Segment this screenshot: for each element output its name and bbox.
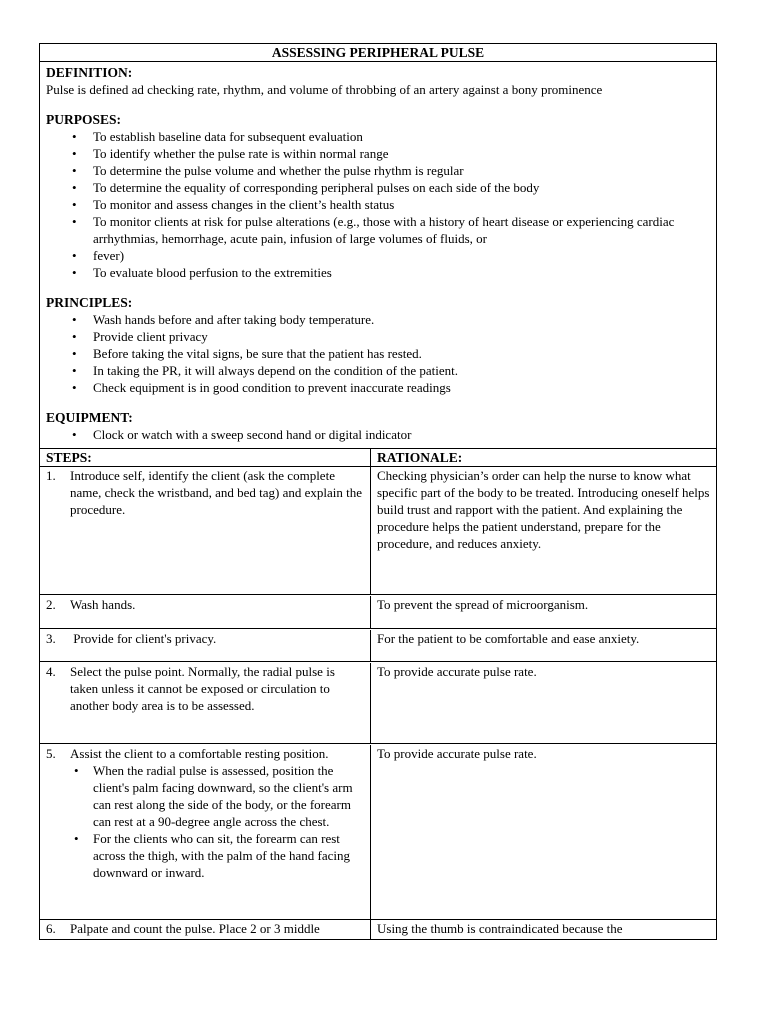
- rationale-text: To prevent the spread of microorganism.: [377, 597, 589, 612]
- definition-heading: DEFINITION:: [46, 65, 133, 80]
- step-number: 6.: [46, 921, 56, 936]
- steps-table-header: [40, 448, 716, 467]
- principles-heading: PRINCIPLES:: [46, 295, 133, 310]
- rationale-text: To provide accurate pulse rate.: [377, 664, 537, 679]
- table-row: [40, 744, 716, 920]
- step-text: Palpate and count the pulse. Place 2 or 3 middle: [70, 921, 320, 936]
- purpose-item: • To monitor and assess changes in the client’s health status: [46, 196, 710, 213]
- purpose-item: • To establish baseline data for subsequent evaluation: [46, 128, 710, 145]
- purpose-item: • To evaluate blood perfusion to the extremities: [46, 264, 710, 281]
- rationale-text: To provide accurate pulse rate.: [377, 746, 537, 761]
- step-number: 4.: [46, 664, 56, 679]
- principles-list: [46, 311, 710, 396]
- step-text: Assist the client to a comfortable resting position.: [70, 746, 329, 761]
- rationale-text: For the patient to be comfortable and ease anxiety.: [377, 631, 640, 646]
- step-sub-item: • When the radial pulse is assessed, position the client's palm facing downward, so the client's arm can rest along the side of the body, or the forearm can rest at a 90-degree angle across the chest.: [46, 762, 364, 830]
- table-row: [40, 629, 716, 662]
- rationale-column-header: RATIONALE:: [377, 450, 463, 465]
- steps-column-header: STEPS:: [40, 449, 371, 466]
- definition-text: Pulse is defined ad checking rate, rhythm, and volume of throbbing of an artery against a bony prominence: [46, 82, 603, 97]
- purpose-item: • To identify whether the pulse rate is within normal range: [46, 145, 710, 162]
- purposes-heading: PURPOSES:: [46, 112, 122, 127]
- equipment-heading: EQUIPMENT:: [46, 410, 133, 425]
- step-text: Introduce self, identify the client (ask the complete name, check the wristband, and bed tag) and explain the procedure.: [70, 468, 363, 517]
- equipment-list: [46, 426, 710, 443]
- purpose-item: • fever): [46, 247, 710, 264]
- principle-item: • In taking the PR, it will always depend on the condition of the patient.: [46, 362, 710, 379]
- step-number: 3.: [46, 631, 56, 646]
- purpose-item: • To determine the equality of corresponding peripheral pulses on each side of the body: [46, 179, 710, 196]
- equipment-item: • Clock or watch with a sweep second hand or digital indicator: [46, 426, 710, 443]
- step-text: Select the pulse point. Normally, the radial pulse is taken unless it cannot be exposed or circulation to another body area is to be assessed.: [70, 664, 335, 713]
- principle-item: • Check equipment is in good condition to prevent inaccurate readings: [46, 379, 710, 396]
- step-number: 2.: [46, 597, 56, 612]
- principle-item: • Wash hands before and after taking body temperature.: [46, 311, 710, 328]
- document-title: ASSESSING PERIPHERAL PULSE: [40, 44, 716, 62]
- step-text: Wash hands.: [70, 597, 136, 612]
- principle-item: • Provide client privacy: [46, 328, 710, 345]
- table-row: [40, 920, 716, 940]
- step-number: 5.: [46, 746, 56, 761]
- intro-section: [40, 62, 716, 448]
- purpose-item: • To determine the pulse volume and whether the pulse rhythm is regular: [46, 162, 710, 179]
- step-text: Provide for client's privacy.: [70, 631, 217, 646]
- purposes-list: [46, 128, 710, 281]
- table-row: [40, 595, 716, 629]
- step-sub-item: • For the clients who can sit, the forearm can rest across the thigh, with the palm of the hand facing downward or inward.: [46, 830, 364, 881]
- document-page: [39, 43, 717, 940]
- table-row: [40, 662, 716, 744]
- table-row: [40, 467, 716, 595]
- rationale-text: Checking physician’s order can help the nurse to know what specific part of the body to be treated. Introducing oneself helps build trust and rapport with the patient. And explaining the procedure helps the patient understand, prepare for the procedure, and reduces anxiety.: [377, 468, 710, 551]
- step-sub-list: [46, 762, 364, 881]
- purpose-item: • To monitor clients at risk for pulse alterations (e.g., those with a history of heart disease or experiencing cardiac arrhythmias, hemorrhage, acute pain, infusion of large volumes of fluids, or: [46, 213, 710, 247]
- rationale-text: Using the thumb is contraindicated because the: [377, 921, 623, 936]
- principle-item: • Before taking the vital signs, be sure that the patient has rested.: [46, 345, 710, 362]
- step-number: 1.: [46, 468, 56, 483]
